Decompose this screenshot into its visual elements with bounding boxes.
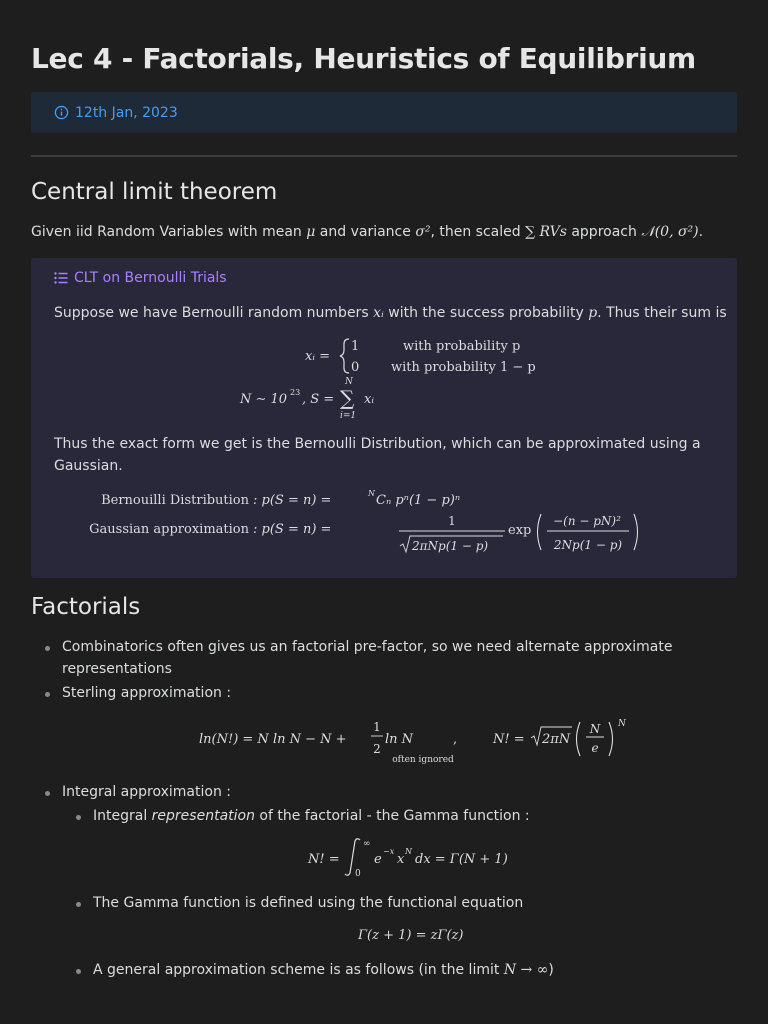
stirling-paren-right [609,722,613,756]
bern-formula: : p(S = n) = [253,493,332,508]
date-callout [31,92,737,133]
bullet-dot [45,791,50,796]
gauss-num: 1 [448,514,456,528]
list-item-gamma-definition: The Gamma function is defined using the functional equation [93,895,524,911]
callout-title[interactable] [54,270,227,286]
callout-p: p [588,305,598,321]
gauss-exp: exp [508,523,532,538]
bullet-dot [76,969,81,974]
gamma-func-eq: Γ(z + 1) = zΓ(z) [358,928,464,943]
eq1-c1: 1 [351,339,360,354]
stirling-frac2-num: N [589,722,601,736]
list-item-sterling: Sterling approximation : [62,685,232,701]
bullet-dot [45,646,50,651]
bern-rhs: Cₙ pⁿ(1 − p)ⁿ [376,493,461,508]
gauss-den: 2πNp(1 − p) [412,539,489,553]
list-icon [54,272,68,284]
sub1-pre: Integral [93,808,148,824]
gauss-formula: : p(S = n) = [253,522,332,537]
gauss-inner-den: 2Np(1 − p) [553,538,623,552]
page-title: Lec 4 - Factorials, Heuristics of Equilibrium [31,42,696,75]
gauss-paren-left [538,514,542,550]
stirling-note: often ignored [392,755,454,765]
callout-line1 [54,305,727,321]
clt-intro-mid2: , then scaled [430,224,521,240]
stirling-comma: , [453,732,458,747]
equation-distributions [89,486,651,558]
stirling-sqrt-body: 2πN [542,732,571,747]
date-text: 12th Jan, 2023 [75,104,178,121]
eq2-exp: 23 [290,388,301,397]
list-item-integral: Integral approximation : [62,784,231,800]
eq2-lower: i=1 [340,411,357,421]
clt-intro-mid: and variance [319,224,411,240]
clt-intro-end: . [698,224,704,240]
callout-line3: Gaussian. [54,458,123,474]
gauss-paren-right [634,514,638,550]
eq2-term: xᵢ [364,392,374,407]
eq1-c1-text: with probability p [403,339,521,354]
clt-normal: 𝒩(0, σ²) [641,224,699,240]
clt-intro-pre: Given iid Random Variables with mean [31,224,302,240]
equation-gamma-functional [355,922,515,946]
gamma-lhs: N! = [308,852,340,867]
gamma-x: x [397,852,405,867]
clt-intro [31,224,703,240]
list-item-combinatorics: Combinatorics often gives us an factorial pre-factor, so we need alternate approximate [62,639,673,655]
stirling-ln: ln N [385,732,414,747]
bullet-dot [76,902,81,907]
bullet-dot [45,692,50,697]
gauss-inner-num: −(n − pN)² [553,514,621,528]
stirling-paren-left [577,722,581,756]
callout-line2: Thus the exact form we get is the Bernoulli Distribution, which can be approximated using a [54,436,701,452]
clt-mu: μ [306,224,316,240]
sub3-pre: A general approximation scheme is as follows (in the limit [93,962,500,978]
list-item-representation [93,808,530,824]
gamma-x-sup: N [405,847,412,856]
equation-sum [240,374,440,422]
divider [31,155,737,157]
stirling-frac-num: 1 [373,720,381,734]
list-item-approximation-scheme [93,962,554,978]
callout-line1-pre: Suppose we have Bernoulli random numbers [54,305,369,321]
sub1-post: of the factorial - the Gamma function : [259,808,530,824]
bern-label: Bernouilli Distribution [101,493,249,508]
eq2-upper: N [345,377,353,387]
gamma-upper: ∞ [363,839,371,849]
gamma-body: e [374,852,382,867]
heading-clt: Central limit theorem [31,179,278,205]
clt-sigma: σ² [415,224,431,240]
list-item-combinatorics-cont: representations [62,661,172,677]
equation-gamma-integral [308,834,568,882]
eq2-lhs: N ∼ 10 [240,392,288,407]
eq1-c2: 0 [351,360,360,375]
sub3-post: ) [548,962,554,978]
sub3-math: N → ∞ [503,962,549,978]
callout-title-text: CLT on Bernoulli Trials [74,270,227,286]
bullet-dot [76,815,81,820]
callout-line1-mid: with the success probability [388,305,584,321]
callout-line1-end: . Thus their sum is [597,305,727,321]
callout-xi: xᵢ [373,305,384,321]
gauss-label: Gaussian approximation [89,522,249,537]
gamma-lower: 0 [355,869,361,879]
eq1-c2-text: with probability 1 − p [391,360,536,375]
stirling-rhs: N! = [493,732,525,747]
eq2-sigma: ∑ [340,386,355,410]
sub1-em: representation [151,808,255,824]
heading-factorials: Factorials [31,594,141,620]
stirling-frac2-den: e [591,741,599,755]
eq1-brace [340,339,349,373]
clt-sum: ∑ RVs [525,224,567,240]
eq1-lhs: xᵢ = [305,349,330,364]
gamma-body-sup: −x [383,847,395,856]
eq2-mid: , S = [302,392,335,407]
stirling-lhs: ln(N!) = N ln N − N + [199,732,347,747]
stirling-frac-den: 2 [373,742,381,756]
clt-intro-mid3: approach [571,224,637,240]
equation-piecewise [301,333,581,379]
info-icon [54,105,69,120]
bern-sup: N [368,489,375,498]
callout-bernoulli[interactable] [31,258,737,578]
equation-stirling [199,712,639,770]
stirling-pow: N [618,719,626,729]
gamma-rest: dx = Γ(N + 1) [415,852,508,867]
